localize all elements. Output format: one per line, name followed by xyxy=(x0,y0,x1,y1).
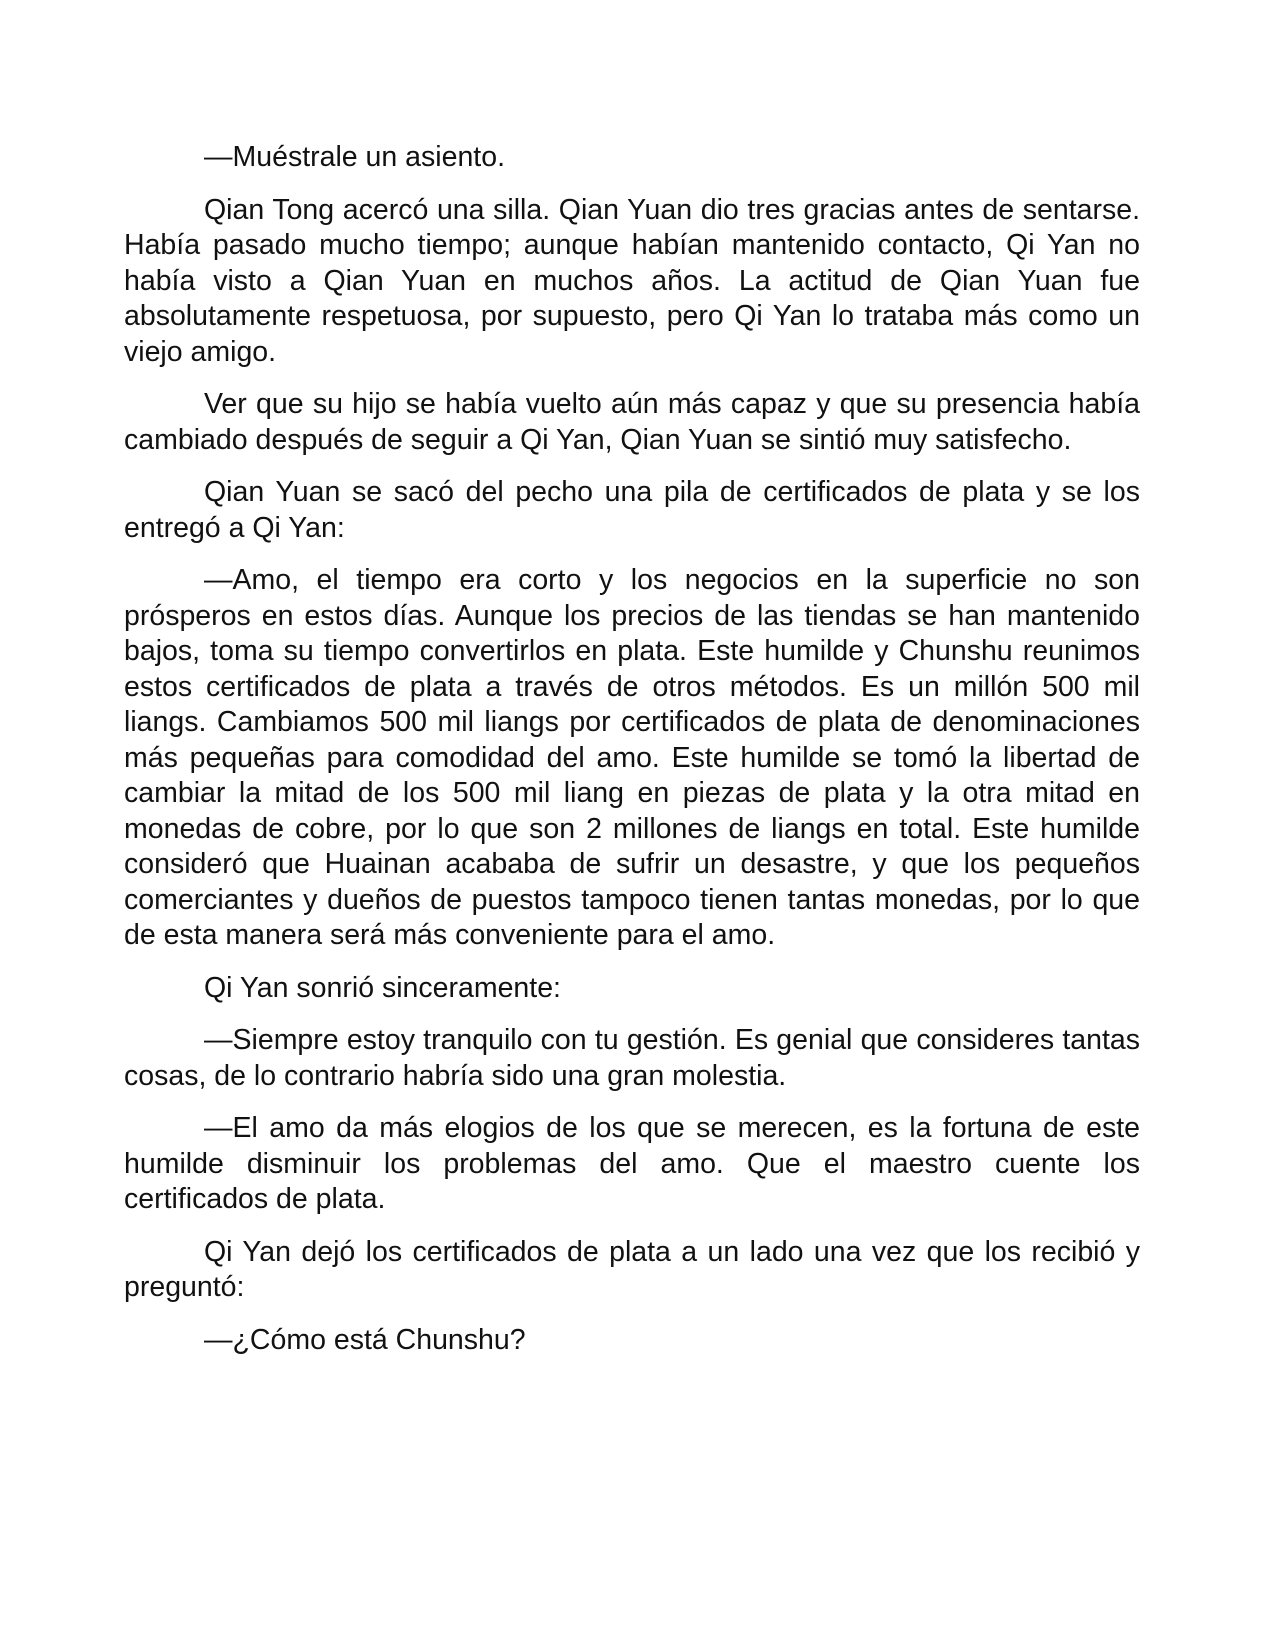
paragraph: Qi Yan dejó los certificados de plata a un lado una vez que los recibió y preguntó: xyxy=(124,1235,1140,1303)
paragraph: —¿Cómo está Chunshu? xyxy=(204,1323,526,1356)
paragraph: —Siempre estoy tranquilo con tu gestión. Es genial que consideres tantas cosas, de lo contrario habría sido una gran molestia. xyxy=(124,1024,1140,1092)
paragraph: —El amo da más elogios de los que se merecen, es la fortuna de este humilde disminuir los problemas del amo. Que el maestro cuente los certificados de plata. xyxy=(124,1112,1140,1215)
paragraph: —Amo, el tiempo era corto y los negocios en la superficie no son prósperos en estos días. Aunque los precios de las tiendas se han mantenido bajos, toma su tiempo convertirlos en plata. Este humilde y Chunshu reunimos estos certificados de plata a través de otros métodos. Es un millón 500 mil liangs. Cambiamos 500 mil liangs por certificados de plata de denominaciones más pequeñas para comodidad del amo. Este humilde se tomó la libertad de cambiar la mitad de los 500 mil liang en piezas de plata y la otra mitad en monedas de cobre, por lo que son 2 millones de liangs en total. Este humilde consideró que Huainan acababa de sufrir un desastre, y que los pequeños comerciantes y dueños de puestos tampoco tienen tantas monedas, por lo que de esta manera será más conveniente para el amo. xyxy=(124,564,1140,951)
paragraph: Qian Yuan se sacó del pecho una pila de certificados de plata y se los entregó a Qi Yan: xyxy=(124,476,1140,544)
paragraph: —Muéstrale un asiento. xyxy=(204,141,505,173)
paragraph: Ver que su hijo se había vuelto aún más capaz y que su presencia había cambiado después de seguir a Qi Yan, Qian Yuan se sintió muy satisfecho. xyxy=(124,388,1140,456)
paragraph: Qi Yan sonrió sinceramente: xyxy=(204,971,561,1004)
document-body xyxy=(124,140,1140,1375)
paragraph: Qian Tong acercó una silla. Qian Yuan dio tres gracias antes de sentarse. Había pasado mucho tiempo; aunque habían mantenido contacto, Qi Yan no había visto a Qian Yuan en muchos años. La actitud de Qian Yuan fue absolutamente respetuosa, por supuesto, pero Qi Yan lo trataba más como un viejo amigo. xyxy=(124,193,1140,368)
